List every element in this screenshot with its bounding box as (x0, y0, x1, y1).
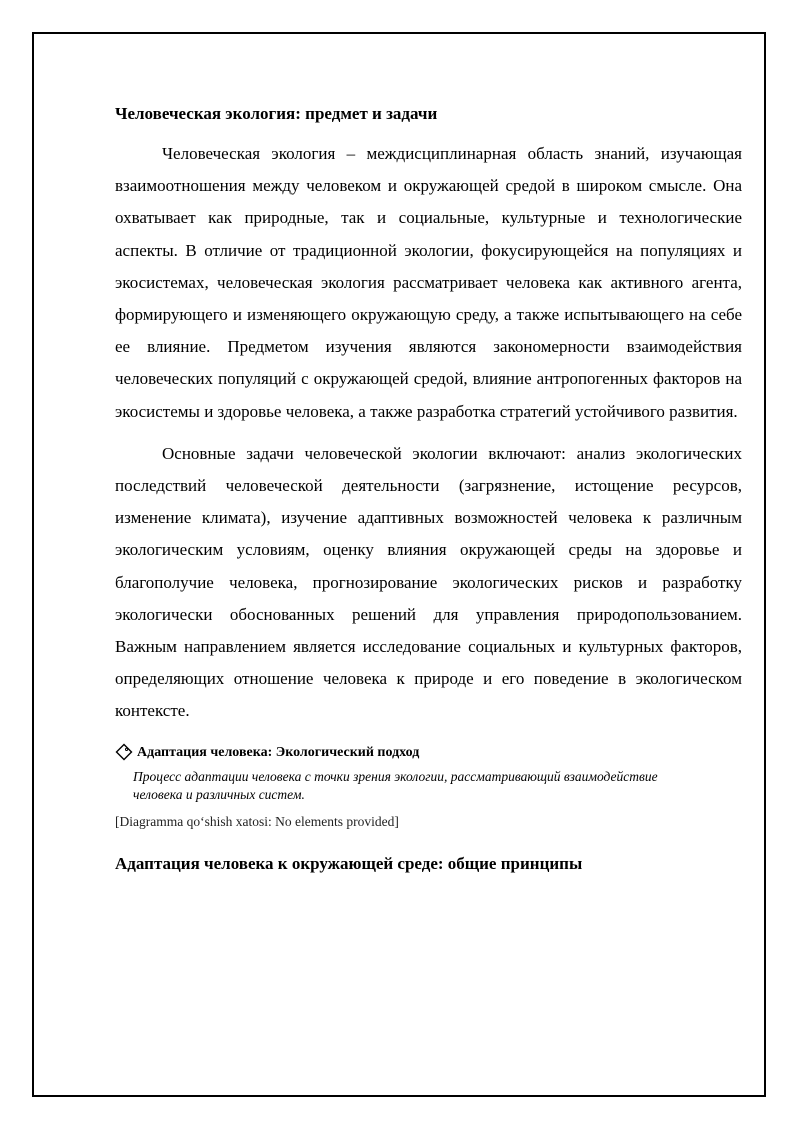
section-heading: Человеческая экология: предмет и задачи (115, 104, 438, 123)
figure-title (115, 742, 742, 764)
diagram-error-message: [Diagramma qo‘shish xatosi: No elements provided] (115, 813, 399, 829)
document-content (115, 96, 742, 879)
body-paragraph: Основные задачи человеческой экологии включают: анализ экологических последствий человеческой деятельности (загрязнение, истощение ресурсов, изменение климата), изучение адаптивных возможностей человека к различным экологическим условиям, оценку влияния окружающей среды на здоровье и благополучие человека, прогнозирование экологических рисков и разработку экологически обоснованных решений для управления природопользованием. Важным направлением является исследование социальных и культурных факторов, определяющих отношение человека к природе и его поведение в экологическом контексте. (115, 443, 742, 721)
figure-caption: Процесс адаптации человека с точки зрения экологии, рассматривающий взаимодействие человека и различных систем. (133, 768, 658, 802)
section-heading: Адаптация человека к окружающей среде: общие принципы (115, 853, 583, 873)
figure-title-text: Адаптация человека: Экологический подход (137, 744, 420, 760)
figure-block (115, 742, 742, 831)
body-paragraph: Человеческая экология – междисциплинарная область знаний, изучающая взаимоотношения между человеком и окружающей средой в широком смысле. Она охватывает как природные, так и социальные, культурные и технологические аспекты. В отличие от традиционной экологии, фокусирующейся на популяциях и экосистемах, человеческая экология рассматривает человека как активного агента, формирующего и изменяющего окружающую среду, а также испытывающего на себе ее влияние. Предметом изучения являются закономерности взаимодействия человеческих популяций с окружающей средой, влияние антропогенных факторов на экосистемы и здоровье человека, а также разработка стратегий устойчивого развития. (115, 144, 742, 421)
tag-icon (115, 743, 135, 763)
